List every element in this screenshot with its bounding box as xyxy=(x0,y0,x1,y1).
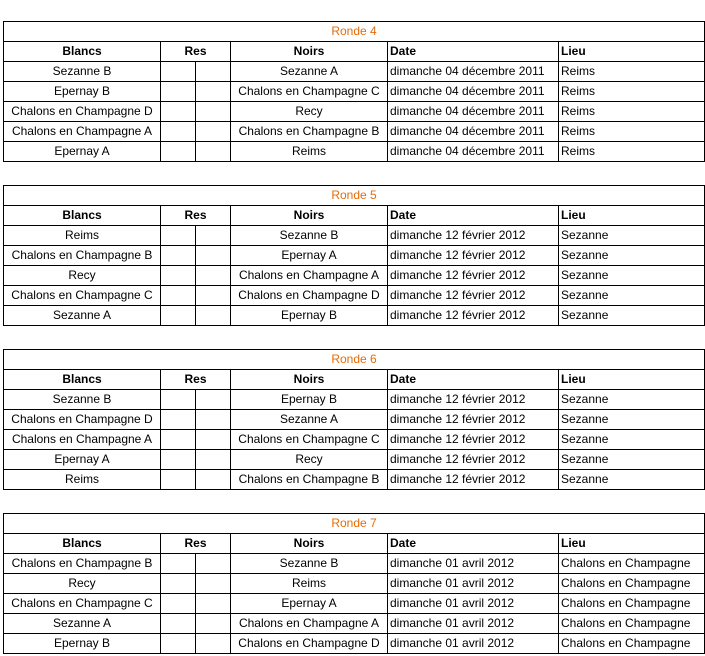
header-date: Date xyxy=(388,206,559,226)
header-lieu: Lieu xyxy=(559,206,705,226)
round-title: Ronde 7 xyxy=(4,514,705,534)
cell-lieu: Sezanne xyxy=(559,470,705,490)
cell-res-black xyxy=(196,306,231,326)
cell-blancs: Recy xyxy=(4,574,161,594)
cell-date: dimanche 12 février 2012 xyxy=(388,470,559,490)
table-row xyxy=(4,246,705,266)
table-row xyxy=(4,226,705,246)
cell-date: dimanche 01 avril 2012 xyxy=(388,574,559,594)
cell-blancs: Chalons en Champagne C xyxy=(4,286,161,306)
cell-date: dimanche 12 février 2012 xyxy=(388,266,559,286)
round-title-row xyxy=(4,350,705,370)
cell-lieu: Sezanne xyxy=(559,430,705,450)
round-title: Ronde 4 xyxy=(4,22,705,42)
cell-res-black xyxy=(196,554,231,574)
table-row xyxy=(4,286,705,306)
header-date: Date xyxy=(388,534,559,554)
table-row xyxy=(4,554,705,574)
cell-blancs: Sezanne B xyxy=(4,390,161,410)
cell-lieu: Sezanne xyxy=(559,390,705,410)
cell-noirs: Sezanne A xyxy=(231,410,388,430)
cell-noirs: Sezanne B xyxy=(231,226,388,246)
cell-res-white xyxy=(161,142,196,162)
cell-lieu: Reims xyxy=(559,122,705,142)
cell-res-white xyxy=(161,450,196,470)
cell-noirs: Epernay B xyxy=(231,390,388,410)
cell-noirs: Recy xyxy=(231,102,388,122)
cell-lieu: Reims xyxy=(559,82,705,102)
cell-res-white xyxy=(161,594,196,614)
table-row xyxy=(4,306,705,326)
cell-res-black xyxy=(196,82,231,102)
cell-date: dimanche 12 février 2012 xyxy=(388,306,559,326)
cell-res-black xyxy=(196,410,231,430)
header-row xyxy=(4,206,705,226)
round-title-row xyxy=(4,514,705,534)
table-row xyxy=(4,450,705,470)
round-table xyxy=(3,21,705,162)
cell-noirs: Chalons en Champagne C xyxy=(231,82,388,102)
cell-res-black xyxy=(196,142,231,162)
cell-noirs: Chalons en Champagne D xyxy=(231,286,388,306)
cell-blancs: Epernay B xyxy=(4,82,161,102)
cell-res-white xyxy=(161,82,196,102)
cell-lieu: Chalons en Champagne xyxy=(559,574,705,594)
cell-blancs: Chalons en Champagne A xyxy=(4,430,161,450)
cell-noirs: Chalons en Champagne A xyxy=(231,614,388,634)
header-lieu: Lieu xyxy=(559,534,705,554)
cell-date: dimanche 12 février 2012 xyxy=(388,246,559,266)
cell-res-black xyxy=(196,122,231,142)
cell-date: dimanche 12 février 2012 xyxy=(388,390,559,410)
cell-res-white xyxy=(161,246,196,266)
cell-noirs: Epernay B xyxy=(231,306,388,326)
table-row xyxy=(4,62,705,82)
round-title: Ronde 5 xyxy=(4,186,705,206)
header-res: Res xyxy=(161,42,231,62)
cell-res-white xyxy=(161,614,196,634)
cell-lieu: Sezanne xyxy=(559,306,705,326)
cell-date: dimanche 01 avril 2012 xyxy=(388,634,559,654)
round-title-row xyxy=(4,186,705,206)
table-row xyxy=(4,390,705,410)
header-res: Res xyxy=(161,370,231,390)
cell-date: dimanche 04 décembre 2011 xyxy=(388,122,559,142)
cell-res-black xyxy=(196,286,231,306)
cell-noirs: Recy xyxy=(231,450,388,470)
header-blancs: Blancs xyxy=(4,534,161,554)
header-res: Res xyxy=(161,534,231,554)
header-row xyxy=(4,370,705,390)
cell-res-white xyxy=(161,102,196,122)
cell-res-white xyxy=(161,554,196,574)
cell-blancs: Chalons en Champagne D xyxy=(4,102,161,122)
header-noirs: Noirs xyxy=(231,534,388,554)
cell-lieu: Sezanne xyxy=(559,266,705,286)
header-row xyxy=(4,42,705,62)
header-blancs: Blancs xyxy=(4,206,161,226)
cell-date: dimanche 01 avril 2012 xyxy=(388,614,559,634)
round-section xyxy=(3,185,705,326)
table-row xyxy=(4,122,705,142)
cell-lieu: Chalons en Champagne xyxy=(559,614,705,634)
cell-lieu: Sezanne xyxy=(559,286,705,306)
header-lieu: Lieu xyxy=(559,370,705,390)
cell-lieu: Reims xyxy=(559,102,705,122)
cell-lieu: Sezanne xyxy=(559,450,705,470)
cell-lieu: Sezanne xyxy=(559,226,705,246)
cell-noirs: Sezanne A xyxy=(231,62,388,82)
round-title: Ronde 6 xyxy=(4,350,705,370)
cell-noirs: Chalons en Champagne D xyxy=(231,634,388,654)
cell-date: dimanche 01 avril 2012 xyxy=(388,554,559,574)
cell-res-black xyxy=(196,226,231,246)
header-date: Date xyxy=(388,370,559,390)
cell-res-black xyxy=(196,430,231,450)
table-row xyxy=(4,614,705,634)
header-date: Date xyxy=(388,42,559,62)
header-noirs: Noirs xyxy=(231,370,388,390)
cell-noirs: Reims xyxy=(231,574,388,594)
header-noirs: Noirs xyxy=(231,42,388,62)
cell-date: dimanche 01 avril 2012 xyxy=(388,594,559,614)
cell-res-black xyxy=(196,614,231,634)
cell-blancs: Sezanne B xyxy=(4,62,161,82)
cell-res-white xyxy=(161,410,196,430)
round-title-row xyxy=(4,22,705,42)
cell-res-black xyxy=(196,390,231,410)
cell-blancs: Sezanne A xyxy=(4,306,161,326)
cell-blancs: Chalons en Champagne B xyxy=(4,554,161,574)
cell-date: dimanche 04 décembre 2011 xyxy=(388,102,559,122)
cell-blancs: Chalons en Champagne A xyxy=(4,122,161,142)
cell-blancs: Chalons en Champagne C xyxy=(4,594,161,614)
cell-res-black xyxy=(196,574,231,594)
cell-date: dimanche 12 février 2012 xyxy=(388,430,559,450)
round-table xyxy=(3,349,705,490)
cell-date: dimanche 12 février 2012 xyxy=(388,226,559,246)
cell-lieu: Chalons en Champagne xyxy=(559,594,705,614)
cell-blancs: Chalons en Champagne B xyxy=(4,246,161,266)
cell-blancs: Epernay A xyxy=(4,450,161,470)
table-row xyxy=(4,410,705,430)
cell-date: dimanche 12 février 2012 xyxy=(388,450,559,470)
cell-res-white xyxy=(161,574,196,594)
table-row xyxy=(4,634,705,654)
cell-lieu: Chalons en Champagne xyxy=(559,634,705,654)
cell-res-black xyxy=(196,246,231,266)
round-section xyxy=(3,513,705,654)
round-section xyxy=(3,21,705,162)
table-row xyxy=(4,470,705,490)
round-table xyxy=(3,513,705,654)
cell-res-white xyxy=(161,634,196,654)
cell-res-black xyxy=(196,266,231,286)
table-row xyxy=(4,266,705,286)
cell-blancs: Chalons en Champagne D xyxy=(4,410,161,430)
table-row xyxy=(4,594,705,614)
cell-res-white xyxy=(161,286,196,306)
round-table xyxy=(3,185,705,326)
cell-res-white xyxy=(161,306,196,326)
cell-res-white xyxy=(161,390,196,410)
cell-blancs: Reims xyxy=(4,470,161,490)
cell-noirs: Epernay A xyxy=(231,594,388,614)
cell-res-black xyxy=(196,470,231,490)
table-row xyxy=(4,82,705,102)
table-row xyxy=(4,574,705,594)
header-noirs: Noirs xyxy=(231,206,388,226)
cell-lieu: Sezanne xyxy=(559,246,705,266)
cell-res-black xyxy=(196,62,231,82)
cell-res-white xyxy=(161,470,196,490)
cell-blancs: Reims xyxy=(4,226,161,246)
cell-noirs: Sezanne B xyxy=(231,554,388,574)
cell-date: dimanche 04 décembre 2011 xyxy=(388,62,559,82)
cell-lieu: Reims xyxy=(559,62,705,82)
cell-noirs: Chalons en Champagne C xyxy=(231,430,388,450)
cell-noirs: Epernay A xyxy=(231,246,388,266)
header-res: Res xyxy=(161,206,231,226)
cell-res-white xyxy=(161,122,196,142)
cell-blancs: Recy xyxy=(4,266,161,286)
cell-blancs: Epernay B xyxy=(4,634,161,654)
cell-noirs: Chalons en Champagne B xyxy=(231,470,388,490)
cell-blancs: Sezanne A xyxy=(4,614,161,634)
cell-lieu: Sezanne xyxy=(559,410,705,430)
header-blancs: Blancs xyxy=(4,42,161,62)
cell-res-black xyxy=(196,450,231,470)
cell-res-white xyxy=(161,226,196,246)
cell-date: dimanche 12 février 2012 xyxy=(388,286,559,306)
header-row xyxy=(4,534,705,554)
cell-date: dimanche 04 décembre 2011 xyxy=(388,82,559,102)
cell-date: dimanche 04 décembre 2011 xyxy=(388,142,559,162)
table-row xyxy=(4,430,705,450)
cell-res-white xyxy=(161,430,196,450)
header-lieu: Lieu xyxy=(559,42,705,62)
cell-res-white xyxy=(161,266,196,286)
table-row xyxy=(4,142,705,162)
cell-date: dimanche 12 février 2012 xyxy=(388,410,559,430)
cell-noirs: Chalons en Champagne B xyxy=(231,122,388,142)
cell-res-black xyxy=(196,634,231,654)
cell-res-white xyxy=(161,62,196,82)
table-row xyxy=(4,102,705,122)
cell-noirs: Chalons en Champagne A xyxy=(231,266,388,286)
header-blancs: Blancs xyxy=(4,370,161,390)
round-section xyxy=(3,349,705,490)
cell-lieu: Chalons en Champagne xyxy=(559,554,705,574)
cell-res-black xyxy=(196,594,231,614)
cell-lieu: Reims xyxy=(559,142,705,162)
cell-noirs: Reims xyxy=(231,142,388,162)
cell-blancs: Epernay A xyxy=(4,142,161,162)
cell-res-black xyxy=(196,102,231,122)
